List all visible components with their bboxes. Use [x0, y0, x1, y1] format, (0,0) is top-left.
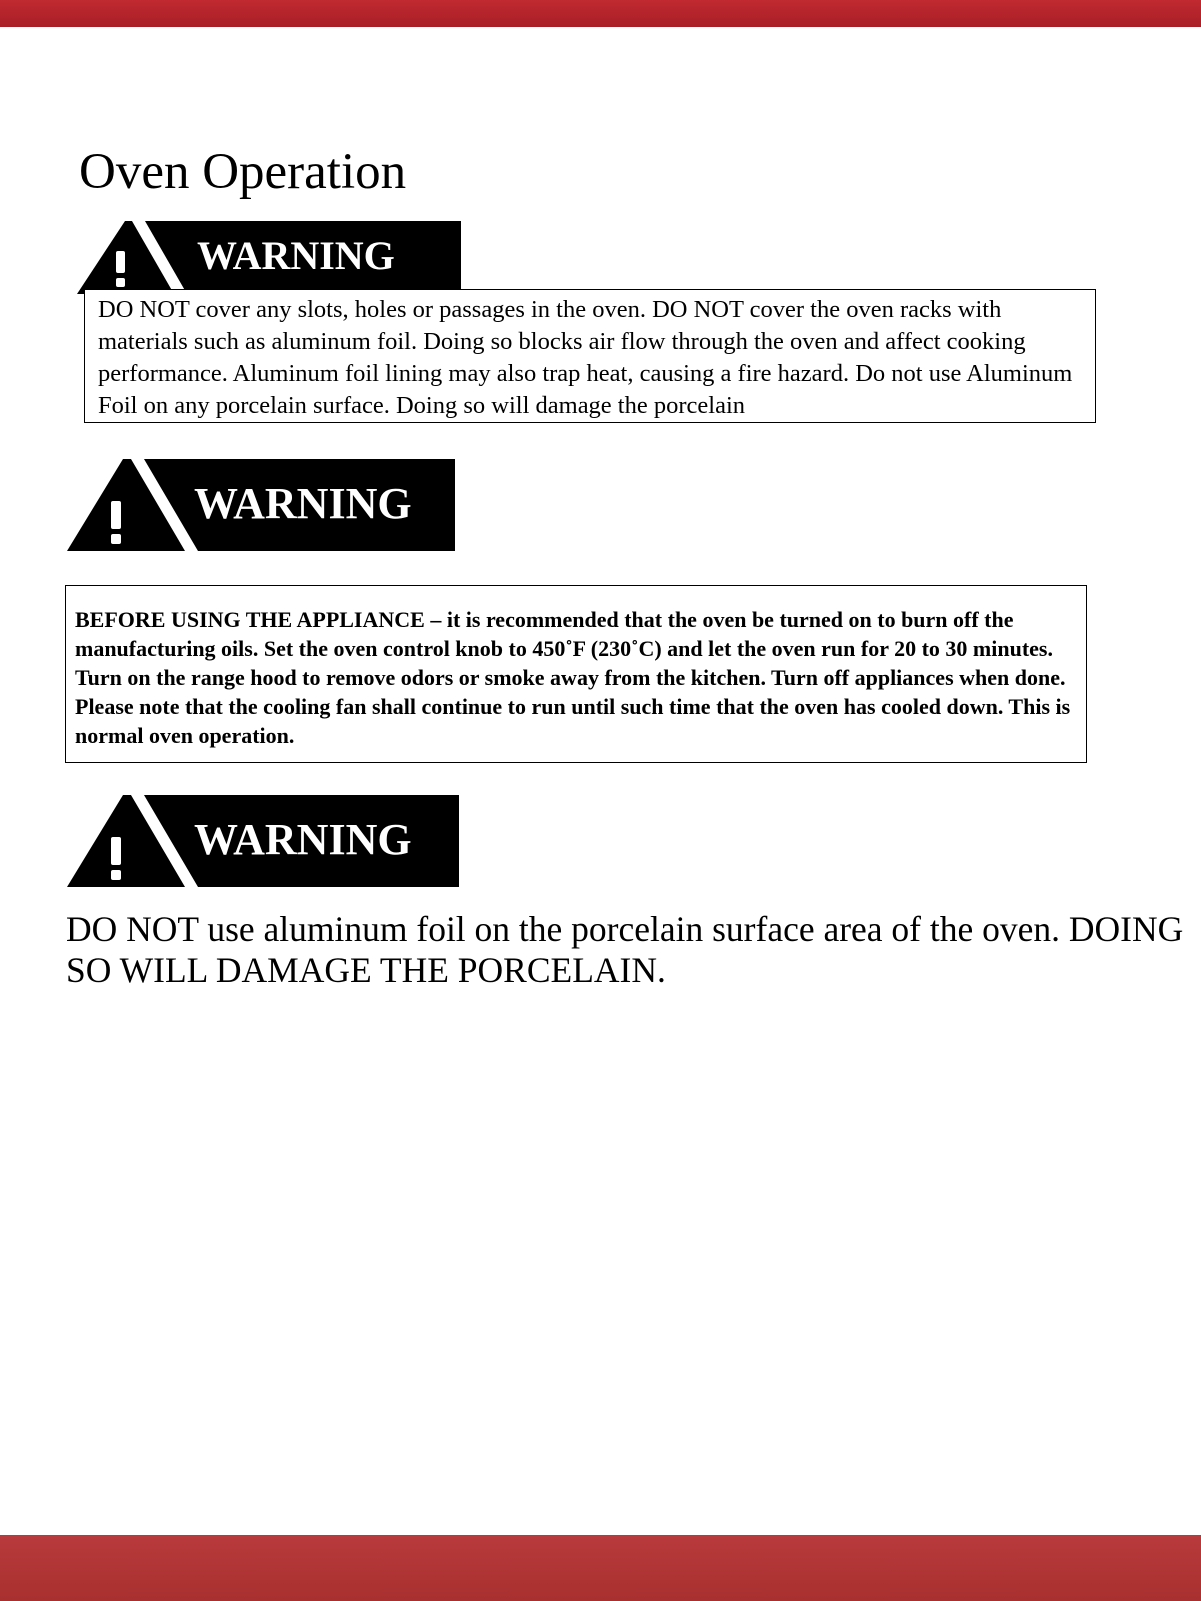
warning-label-text: WARNING [194, 815, 412, 864]
bottom-color-band [0, 1535, 1201, 1601]
warning-label-3 [67, 793, 459, 889]
top-color-band [0, 0, 1201, 27]
warning-label-1 [77, 219, 461, 297]
warning-text-2: BEFORE USING THE APPLIANCE – it is recommended that the oven be turned on to burn off the manufacturing oils. Set the oven control knob to 450˚F (230˚C) and let the oven run for 20 to 30 minutes. Turn on the range hood to remove odors or smoke away from the kitchen. Turn off appliances when done. Please note that the cooling fan shall continue to run until such time that the oven has cooled down. This is normal oven operation. [75, 607, 1071, 748]
warning-label-2 [67, 457, 455, 553]
warning-text-1: DO NOT cover any slots, holes or passages in the oven. DO NOT cover the oven racks with materials such as aluminum foil. Doing so blocks air flow through the oven and affect cooking performance. Aluminum foil lining may also trap heat, causing a fire hazard. Do not use Aluminum Foil on any porcelain surface. Doing so will damage the porcelain [98, 296, 1073, 419]
page-title: Oven Operation [79, 144, 407, 200]
warning-label-text: WARNING [197, 233, 395, 278]
warning-label-text: WARNING [194, 479, 412, 528]
warning-box-2 [65, 585, 1087, 763]
warning-box-1 [84, 289, 1096, 423]
warning-text-3: DO NOT use aluminum foil on the porcelain surface area of the oven. DOING SO WILL DAMAGE THE PORCELAIN. [66, 909, 1184, 990]
